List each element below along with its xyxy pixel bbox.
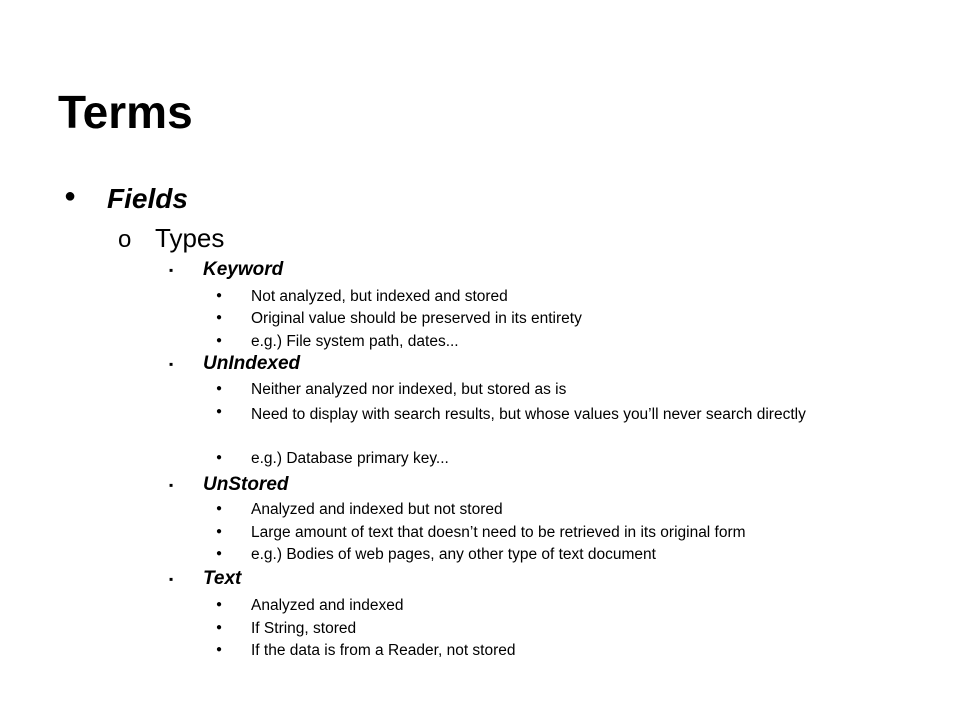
bullet-circle-icon: o: [118, 226, 132, 253]
group-label-text: Text: [203, 568, 242, 589]
list-item-text: Neither analyzed nor indexed, but stored as is: [251, 381, 567, 398]
heading-text: Fields: [107, 183, 188, 214]
list-item-text: Large amount of text that doesn’t need to be retrieved in its original form: [251, 524, 746, 541]
bullet-disc-icon: ●: [216, 548, 223, 559]
list-item-text: Original value should be preserved in its entirety: [251, 310, 582, 327]
list-item-text: e.g.) Bodies of web pages, any other type of text document: [251, 546, 656, 563]
bullet-disc-icon: ●: [216, 406, 223, 417]
list-item-text: e.g.) Database primary key...: [251, 450, 449, 467]
bullet-disc-icon: ●: [216, 599, 223, 610]
bullet-disc-icon: ●: [216, 312, 223, 323]
list-item-text: Analyzed and indexed: [251, 597, 404, 614]
bullet-disc-icon: ●: [216, 452, 223, 463]
bullet-square-icon: ▪: [169, 263, 174, 277]
bullet-disc-icon: ●: [216, 383, 223, 394]
group-label-text: UnStored: [203, 474, 289, 495]
slide-title: Terms: [58, 86, 193, 138]
list-item-text: Analyzed and indexed but not stored: [251, 501, 503, 518]
list-item-text: If String, stored: [251, 620, 357, 637]
list-item-text: e.g.) File system path, dates...: [251, 333, 459, 350]
bullet-disc-icon: ●: [216, 290, 223, 301]
bullet-disc-icon: ●: [216, 503, 223, 514]
bullet-disc-icon: ●: [216, 526, 223, 537]
bullet-disc-icon: ●: [216, 335, 223, 346]
subheading-text: Types: [155, 223, 225, 253]
bullet-square-icon: ▪: [169, 357, 174, 371]
list-item-text: Not analyzed, but indexed and stored: [251, 288, 508, 305]
bullet-square-icon: ▪: [169, 572, 174, 586]
group-label-text: UnIndexed: [203, 353, 301, 374]
bullet-square-icon: ▪: [169, 478, 174, 492]
list-item-text: If the data is from a Reader, not stored: [251, 642, 516, 659]
group-label-text: Keyword: [203, 259, 284, 280]
bullet-disc-icon: ●: [64, 185, 77, 207]
list-item-text: Need to display with search results, but whose values you’ll never search directly: [251, 406, 806, 423]
bullet-disc-icon: ●: [216, 644, 223, 655]
bullet-disc-icon: ●: [216, 622, 223, 633]
